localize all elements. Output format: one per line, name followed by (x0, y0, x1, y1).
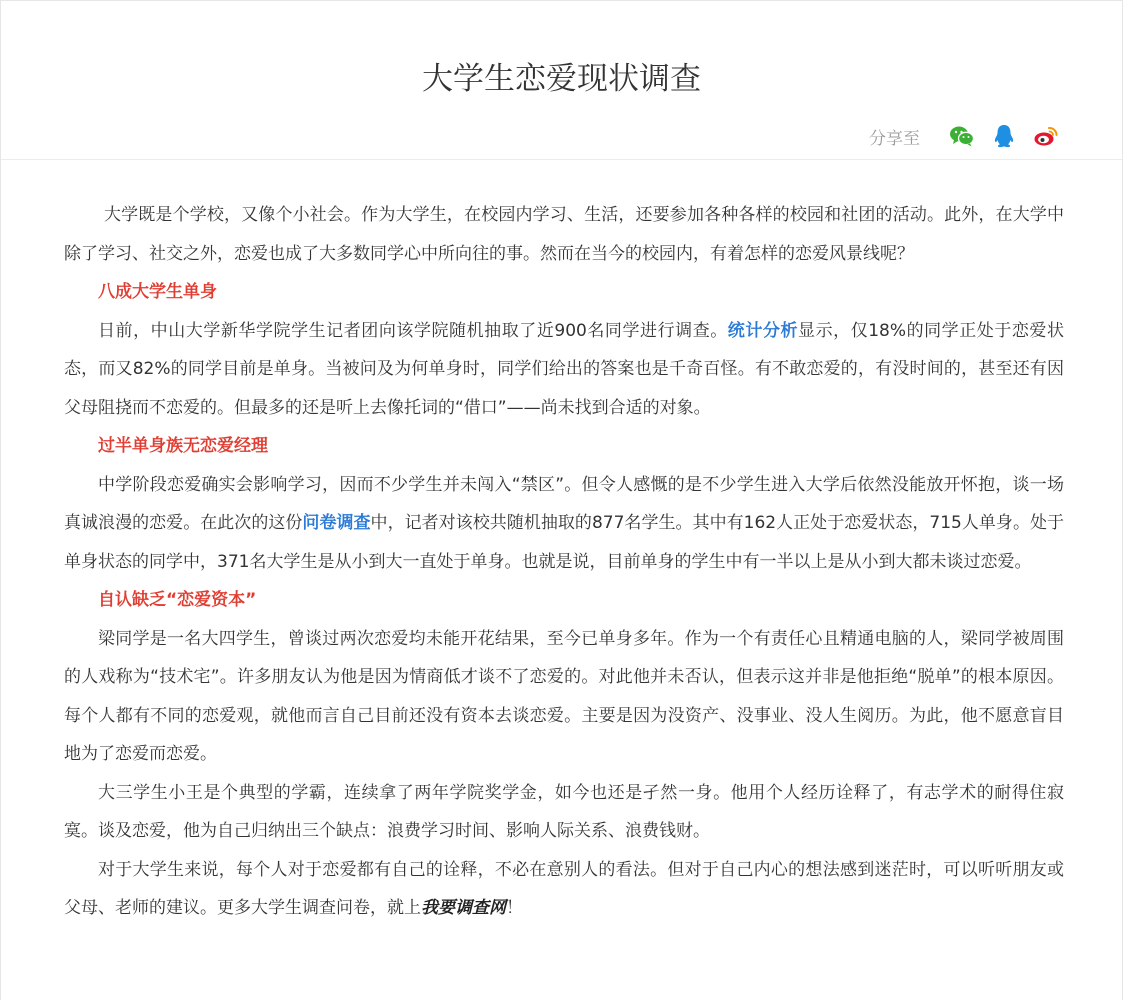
share-label: 分享至 (869, 128, 920, 149)
share-bar (869, 122, 1060, 150)
section-paragraph: 对于大学生来说，每个人对于恋爱都有自己的诠释，不必在意别人的看法。但对于自己内心的想法感到迷茫时，可以听听朋友或父母、老师的建议。更多大学生调查问卷，就上我要调查网！ (64, 859, 1064, 918)
section-heading: 自认缺乏“恋爱资本” (98, 590, 257, 610)
section-paragraph: 大三学生小王是个典型的学霸，连续拿了两年学院奖学金，如今也还是孑然一身。他用个人经历诠释了，有志学术的耐得住寂寞。谈及恋爱，他为自己归纳出三个缺点：浪费学习时间、影响人际关系、浪费钱财。 (64, 782, 1064, 841)
brand-name: 我要调查网 (421, 898, 506, 918)
qq-icon[interactable] (990, 122, 1018, 150)
weibo-icon[interactable] (1032, 122, 1060, 150)
section-paragraph: 中学阶段恋爱确实会影响学习，因而不少学生并未闯入“禁区”。但令人感慨的是不少学生进入大学后依然没能放开怀抱，谈一场真诚浪漫的恋爱。在此次的这份问卷调查中，记者对该校共随机抽取的877名学生。其中有162人正处于恋爱状态，715人单身。处于单身状态的同学中，371名大学生是从小到大一直处于单身。也就是说，目前单身的学生中有一半以上是从小到大都未谈过恋爱。 (64, 474, 1065, 572)
statistics-link[interactable]: 统计分析 (727, 320, 799, 341)
section-paragraph: 日前，中山大学新华学院学生记者团向该学院随机抽取了近900名同学进行调查。统计分析显示，仅18%的同学正处于恋爱状态，而又82%的同学目前是单身。当被问及为何单身时，同学们给出的答案也是千奇百怪。有不敢恋爱的，有没时间的，甚至还有因父母阻挠而不恋爱的。但最多的还是听上去像托词的“借口”——尚未找到合适的对象。 (64, 320, 1064, 418)
article-title: 大学生恋爱现状调查 (422, 61, 701, 97)
section-heading: 八成大学生单身 (98, 282, 217, 302)
wechat-icon[interactable] (948, 122, 976, 150)
article-body (64, 196, 1064, 928)
article-header (1, 1, 1122, 160)
section-paragraph: 梁同学是一名大四学生，曾谈过两次恋爱均未能开花结果，至今已单身多年。作为一个有责任心且精通电脑的人，梁同学被周围的人戏称为“技术宅”。许多朋友认为他是因为情商低才谈不了恋爱的。对此他并未否认，但表示这并非是他拒绝“脱单”的根本原因。每个人都有不同的恋爱观，就他而言自己目前还没有资本去谈恋爱。主要是因为没资产、没事业、没人生阅历。为此，他不愿意盲目地为了恋爱而恋爱。 (64, 628, 1064, 764)
intro-paragraph: 大学既是个学校，又像个小社会。作为大学生，在校园内学习、生活，还要参加各种各样的校园和社团的活动。此外，在大学中除了学习、社交之外，恋爱也成了大多数同学心中所向往的事。然而在当今的校园内，有着怎样的恋爱风景线呢？ (64, 205, 1064, 264)
survey-link[interactable]: 问卷调查 (302, 513, 371, 533)
section-heading: 过半单身族无恋爱经理 (98, 436, 268, 456)
